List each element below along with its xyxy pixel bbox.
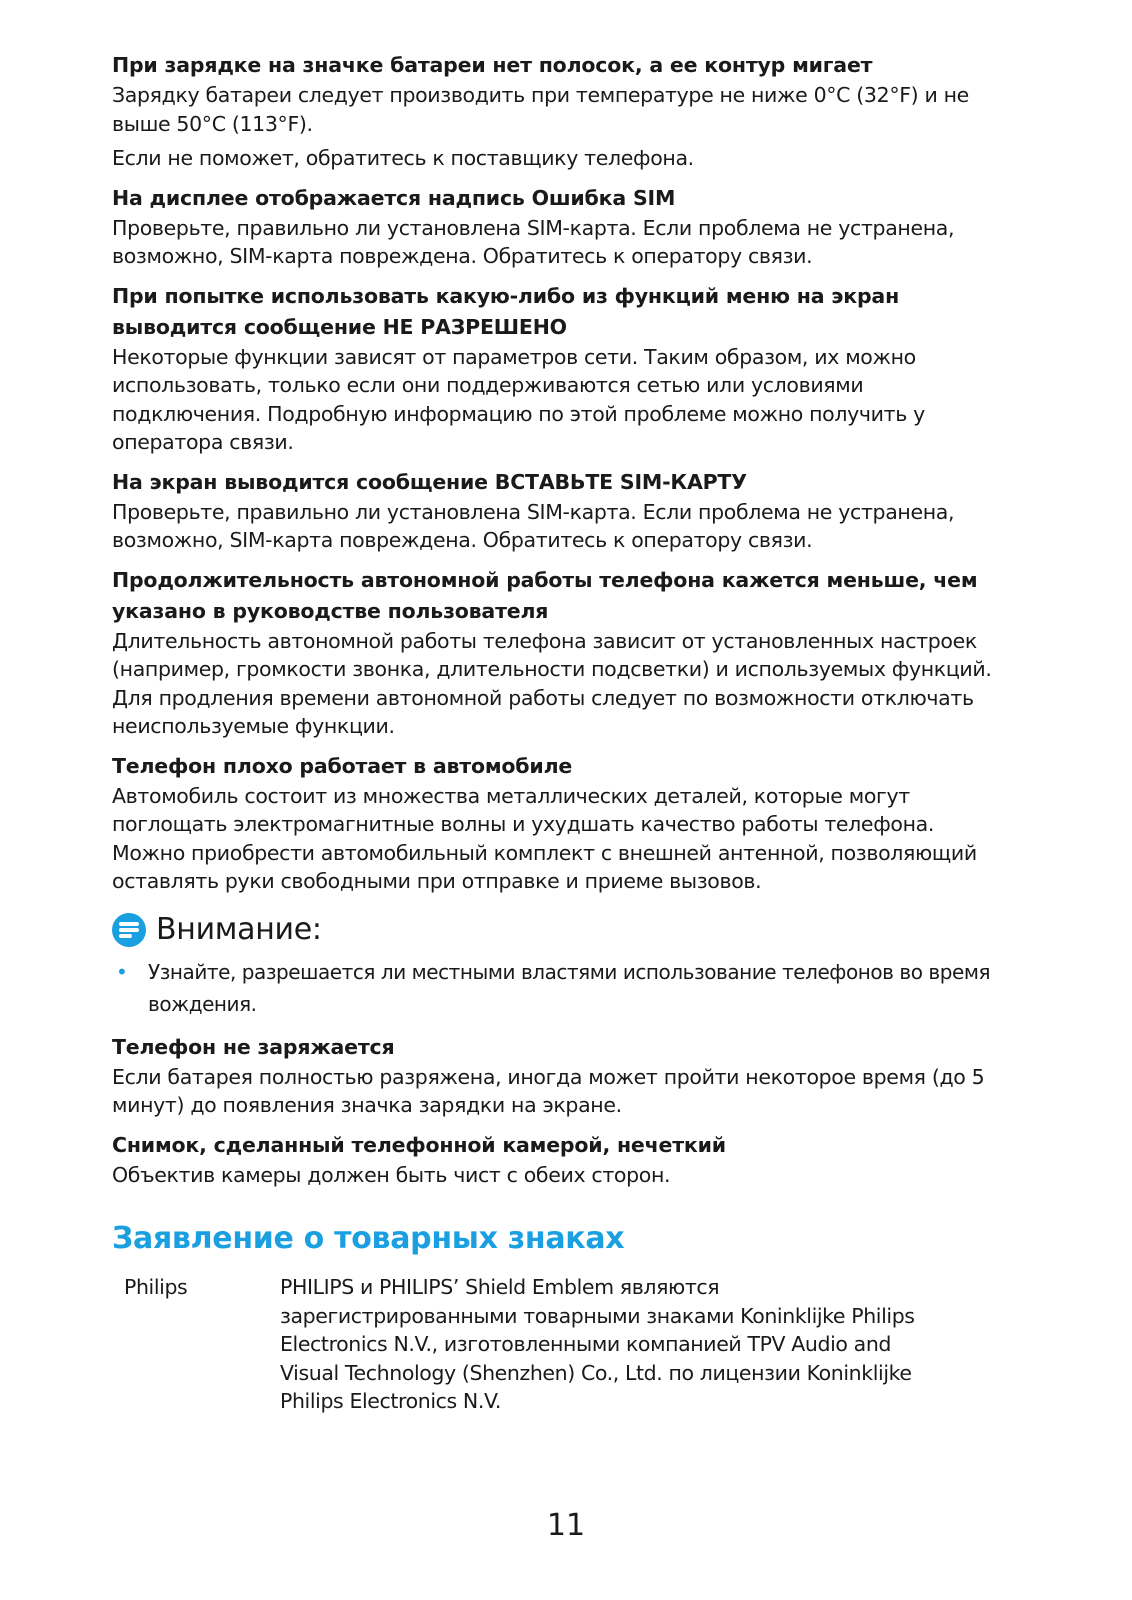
section-heading: Снимок, сделанный телефонной камерой, нечеткий (112, 1132, 726, 1157)
section-paragraph: Проверьте, правильно ли установлена SIM-карта. Если проблема не устранена, возможно, SIM-карта повреждена. Обратитесь к оператору связи. (112, 215, 955, 268)
section-paragraph: Если не поможет, обратитесь к поставщику телефона. (112, 146, 694, 170)
section-heading: На экран выводится сообщение ВСТАВЬТЕ SIM-КАРТУ (112, 469, 747, 494)
section-heading: На дисплее отображается надпись Ошибка SIM (112, 185, 676, 210)
trademark-statement: PHILIPS и PHILIPS’ Shield Emblem являются зарегистрированными товарными знаками Koninklijke Philips Electronics N.V., изготовленными компанией TPV Audio and Visual Technology (Shenzhen) Co., Ltd. по лицензии Koninklijke Philips Electronics N.V. (280, 1275, 915, 1413)
section-paragraph: Зарядку батареи следует производить при температуре не ниже 0°C (32°F) и не выше 50°C (113°F). (112, 83, 969, 136)
troubleshoot-section-sim-error (112, 183, 992, 271)
section-heading: Телефон не заряжается (112, 1034, 395, 1059)
attention-note (112, 910, 992, 1020)
trademark-row (112, 1273, 992, 1416)
bullet-icon: • (116, 959, 128, 984)
list-item-text: Узнайте, разрешается ли местными властями использование телефонов во время вождения. (148, 959, 991, 1016)
trademark-heading: Заявление о товарных знаках (112, 1221, 625, 1256)
attention-note-header (112, 910, 992, 950)
troubleshoot-section-battery-blink (112, 50, 992, 173)
section-heading: Продолжительность автономной работы телефона кажется меньше, чем указано в руководстве пользователя (112, 567, 978, 623)
page-number: 11 (546, 1508, 586, 1543)
troubleshoot-section-not-charging (112, 1032, 992, 1120)
section-heading: При попытке использовать какую-либо из функций меню на экран выводится сообщение НЕ РАЗРЕШЕНО (112, 283, 900, 339)
attention-note-list (112, 956, 992, 1020)
section-paragraph: Некоторые функции зависят от параметров сети. Таким образом, их можно использовать, только если они поддерживаются сетью или условиями подключения. Подробную информацию по этой проблеме можно получить у оператора связи. (112, 344, 925, 454)
attention-note-title: Внимание: (156, 912, 322, 947)
section-heading: При зарядке на значке батареи нет полосок, а ее контур мигает (112, 53, 873, 77)
list-item (112, 956, 992, 1020)
troubleshoot-section-insert-sim (112, 467, 992, 555)
section-paragraph: Длительность автономной работы телефона зависит от установленных настроек (например, громкости звонка, длительности подсветки) и используемых функций. Для продления времени автономной работы следует по возможности отключать неиспользуемые функции. (112, 628, 992, 738)
troubleshoot-section-battery-life (112, 565, 992, 741)
troubleshoot-section-car (112, 751, 992, 896)
section-paragraph: Проверьте, правильно ли установлена SIM-карта. Если проблема не устранена, возможно, SIM-карта повреждена. Обратитесь к оператору связи. (112, 499, 955, 552)
troubleshoot-section-blurry-photo (112, 1130, 992, 1190)
note-icon (112, 913, 146, 947)
troubleshoot-section-not-allowed (112, 281, 992, 457)
section-paragraph: Объектив камеры должен быть чист с обеих сторон. (112, 1162, 671, 1187)
section-paragraph: Автомобиль состоит из множества металлических деталей, которые могут поглощать электромагнитные волны и ухудшать качество работы телефона. Можно приобрести автомобильный комплект с внешней антенной, позволяющий оставлять руки свободными при отправке и приеме вызовов. (112, 783, 977, 893)
manual-page (112, 50, 992, 1416)
section-heading: Телефон плохо работает в автомобиле (112, 753, 573, 778)
trademark-brand-name: Philips (124, 1275, 188, 1299)
section-paragraph: Если батарея полностью разряжена, иногда может пройти некоторое время (до 5 минут) до появления значка зарядки на экране. (112, 1064, 985, 1117)
